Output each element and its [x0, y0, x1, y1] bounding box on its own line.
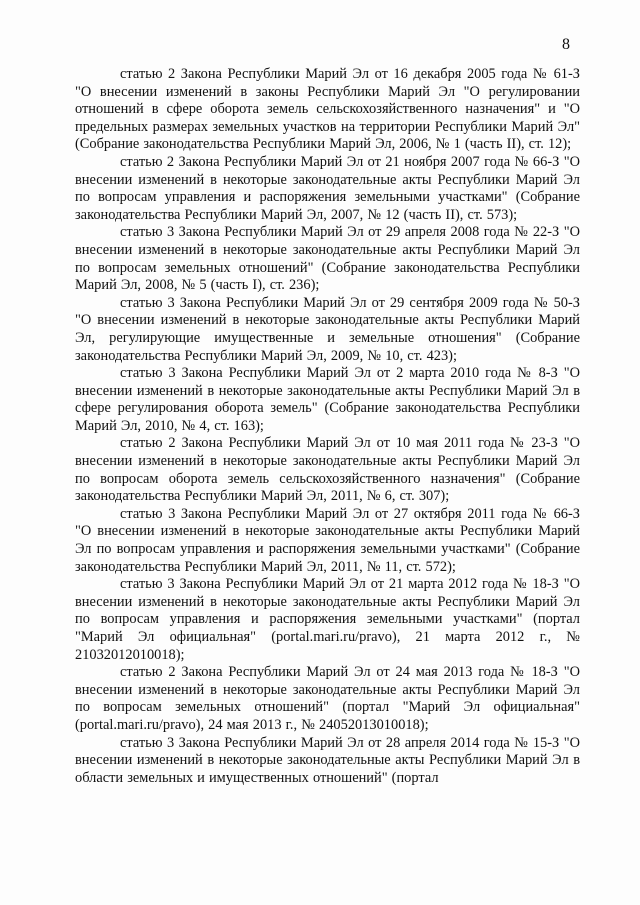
paragraph-law-2005-61: статью 2 Закона Республики Марий Эл от 16 декабря 2005 года № 61-З "О внесении изменений в законы Республики Марий Эл "О регулировании отношений в сфере оборота земель сельскохозяйственного назначения" и "О предельных размерах земельных участков на территории Республики Марий Эл" (Собрание законодательства Республики Марий Эл, 2006, № 1 (часть II), ст. 12);: [75, 66, 580, 153]
paragraph-law-2012-18: статью 3 Закона Республики Марий Эл от 21 марта 2012 года № 18-З "О внесении изменений в некоторые законодательные акты Республики Марий Эл по вопросам управления и распоряжения земельными участками" (портал "Марий Эл официальная" (portal.mari.ru/pravo), 21 марта 2012 г., № 21032012010018);: [75, 576, 580, 663]
paragraph-law-2008-22: статью 3 Закона Республики Марий Эл от 29 апреля 2008 года № 22-З "О внесении изменений в некоторые законодательные акты Республики Марий Эл по вопросам земельных отношений" (Собрание законодательства Республики Марий Эл, 2008, № 5 (часть I), ст. 236);: [75, 224, 580, 294]
paragraph-law-2011-23: статью 2 Закона Республики Марий Эл от 10 мая 2011 года № 23-З "О внесении изменений в некоторые законодательные акты Республики Марий Эл по вопросам оборота земель сельскохозяйственного назначения" (Собрание законодательства Республики Марий Эл, 2011, № 6, ст. 307);: [75, 435, 580, 505]
page-number: 8: [562, 36, 570, 53]
paragraph-law-2011-66: статью 3 Закона Республики Марий Эл от 27 октября 2011 года № 66-З "О внесении изменений в некоторые законодательные акты Республики Марий Эл по вопросам управления и распоряжения земельными участками" (Собрание законодательства Республики Марий Эл, 2011, № 11, ст. 572);: [75, 505, 580, 575]
document-body: [75, 66, 580, 787]
paragraph-law-2013-18: статью 2 Закона Республики Марий Эл от 24 мая 2013 года № 18-З "О внесении изменений в некоторые законодательные акты Республики Марий Эл по вопросам земельных отношений" (портал "Марий Эл официальная" (portal.mari.ru/pravo), 24 мая 2013 г., № 24052013010018);: [75, 664, 580, 733]
paragraph-law-2014-15: статью 3 Закона Республики Марий Эл от 28 апреля 2014 года № 15-З "О внесении изменений в некоторые законодательные акты Республики Марий Эл в области земельных и имущественных отношений" (портал: [75, 734, 580, 786]
paragraph-law-2007-66: статью 2 Закона Республики Марий Эл от 21 ноября 2007 года № 66-З "О внесении изменений в некоторые законодательные акты Республики Марий Эл по вопросам управления и распоряжения земельными участками" (Собрание законодательства Республики Марий Эл, 2007, № 12 (часть II), ст. 573);: [75, 153, 580, 223]
paragraph-law-2010-8: статью 3 Закона Республики Марий Эл от 2 марта 2010 года № 8-З "О внесении изменений в некоторые законодательные акты Республики Марий Эл в сфере регулирования оборота земель" (Собрание законодательства Республики Марий Эл, 2010, № 4, ст. 163);: [75, 365, 580, 434]
paragraph-law-2009-50: статью 3 Закона Республики Марий Эл от 29 сентября 2009 года № 50-З "О внесении изменений в некоторые законодательные акты Республики Марий Эл, регулирующие имущественные и земельные отношения" (Собрание законодательства Республики Марий Эл, 2009, № 10, ст. 423);: [75, 294, 580, 364]
